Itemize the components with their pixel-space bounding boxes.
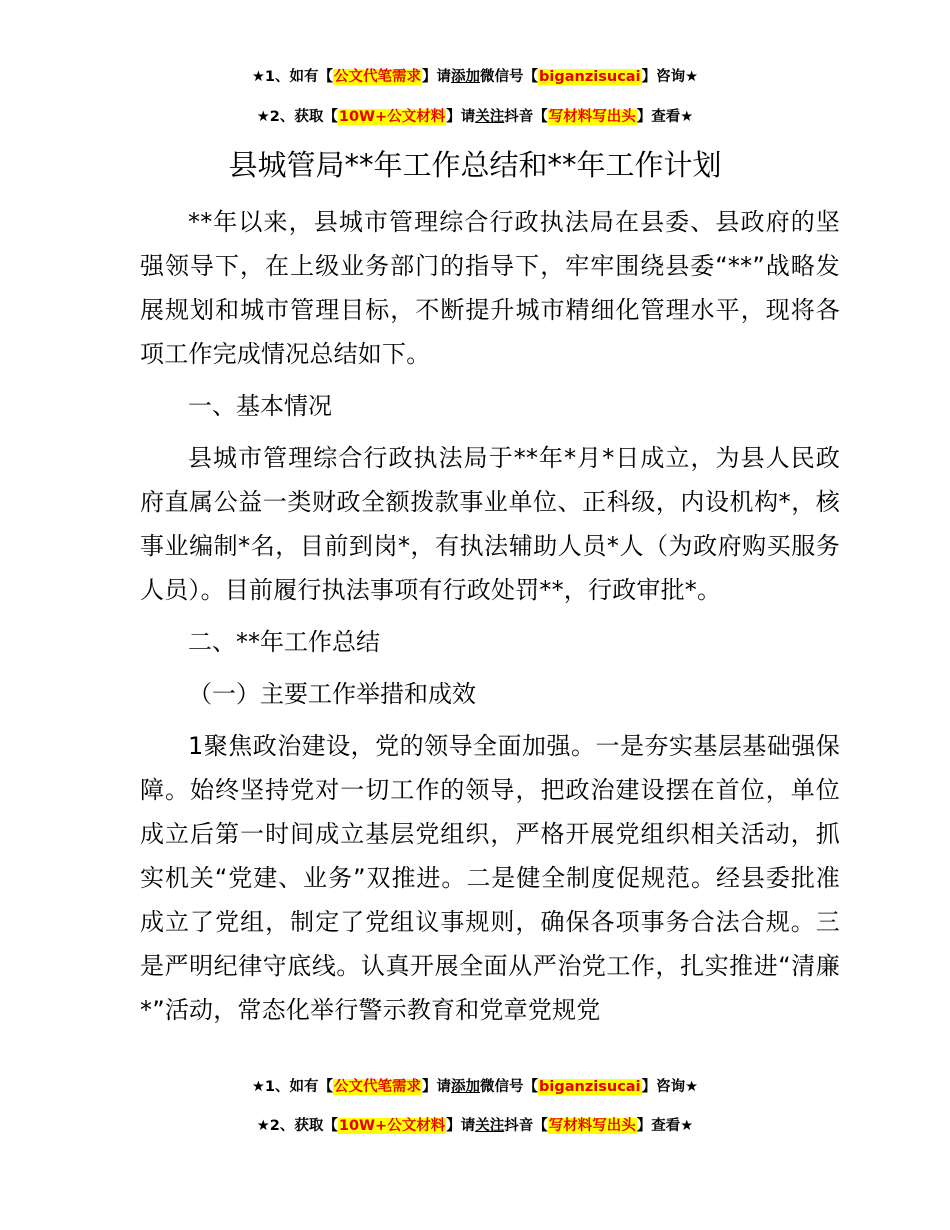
basic-info-paragraph: 县城市管理综合行政执法局于**年*月*日成立，为县人民政府直属公益一类财政全额拨款事业单位、正科级，内设机构*，核事业编制*名，目前到岗*，有执法辅助人员*人（为政府购买服务人员）。目前履行执法事项有行政处罚**，行政审批*。 (140, 444, 840, 604)
banner-underline: 关注 (475, 1118, 505, 1134)
banner-text: 】咨询★ (641, 69, 699, 85)
banner-text: 抖音【 (504, 1118, 548, 1134)
banner-text: 】请 (422, 69, 452, 85)
banner-highlight: 公文代笔需求 (334, 69, 422, 85)
intro-paragraph: **年以来，县城市管理综合行政执法局在县委、县政府的坚强领导下，在上级业务部门的指导下，牢牢围绕县委“**”战略发展规划和城市管理目标，不断提升城市精细化管理水平，现将各项工作完成情况总结如下。 (140, 208, 840, 368)
banner-text: ★2、获取【 (256, 1118, 338, 1134)
banner-text: 】请 (422, 1079, 452, 1095)
document-body (140, 200, 840, 1040)
banner-highlight-wechat: biganzisucai (539, 1079, 641, 1095)
banner-text: ★1、如有【 (251, 1079, 334, 1095)
banner-text: ★2、获取【 (256, 109, 338, 125)
banner-underline: 添加 (451, 69, 481, 85)
banner-text: 微信号【 (480, 69, 539, 85)
banner-highlight: 公文代笔需求 (334, 1079, 422, 1095)
banner-highlight-wechat: biganzisucai (539, 69, 641, 85)
banner-text: 】请 (446, 1118, 476, 1134)
top-banner-line-1 (0, 66, 950, 88)
measures-paragraph: 1聚焦政治建设，党的领导全面加强。一是夯实基层基础强保障。始终坚持党对一切工作的领导，把政治建设摆在首位，单位成立后第一时间成立基层党组织，严格开展党组织相关活动，抓实机关“党建、业务”双推进。二是健全制度促规范。经县委批准成立了党组，制定了党组议事规则，确保各项事务合法合规。三是严明纪律守底线。认真开展全面从严治党工作，扎实推进“清廉*”活动，常态化举行警示教育和党章党规党 (140, 732, 840, 1024)
banner-highlight-douyin: 写材料写出头 (548, 1118, 636, 1134)
subsection-heading-measures: （一）主要工作举措和成效 (188, 680, 476, 708)
bottom-banner-line-2 (0, 1115, 950, 1137)
banner-text: 抖音【 (504, 109, 548, 125)
banner-text: 】查看★ (636, 109, 694, 125)
document-title: 县城管局**年工作总结和**年工作计划 (228, 148, 722, 182)
section-heading-summary: 二、**年工作总结 (188, 628, 380, 656)
banner-highlight: 10W+公文材料 (338, 109, 446, 125)
banner-text: 微信号【 (480, 1079, 539, 1095)
banner-text: 】查看★ (636, 1118, 694, 1134)
banner-text: ★1、如有【 (251, 69, 334, 85)
banner-underline: 添加 (451, 1079, 481, 1095)
banner-highlight-douyin: 写材料写出头 (548, 109, 636, 125)
bottom-banner-line-1 (0, 1076, 950, 1098)
banner-text: 】请 (446, 109, 476, 125)
banner-text: 】咨询★ (641, 1079, 699, 1095)
banner-highlight: 10W+公文材料 (338, 1118, 446, 1134)
section-heading-basic: 一、基本情况 (188, 392, 332, 420)
top-banner-line-2 (0, 106, 950, 128)
banner-underline: 关注 (475, 109, 505, 125)
